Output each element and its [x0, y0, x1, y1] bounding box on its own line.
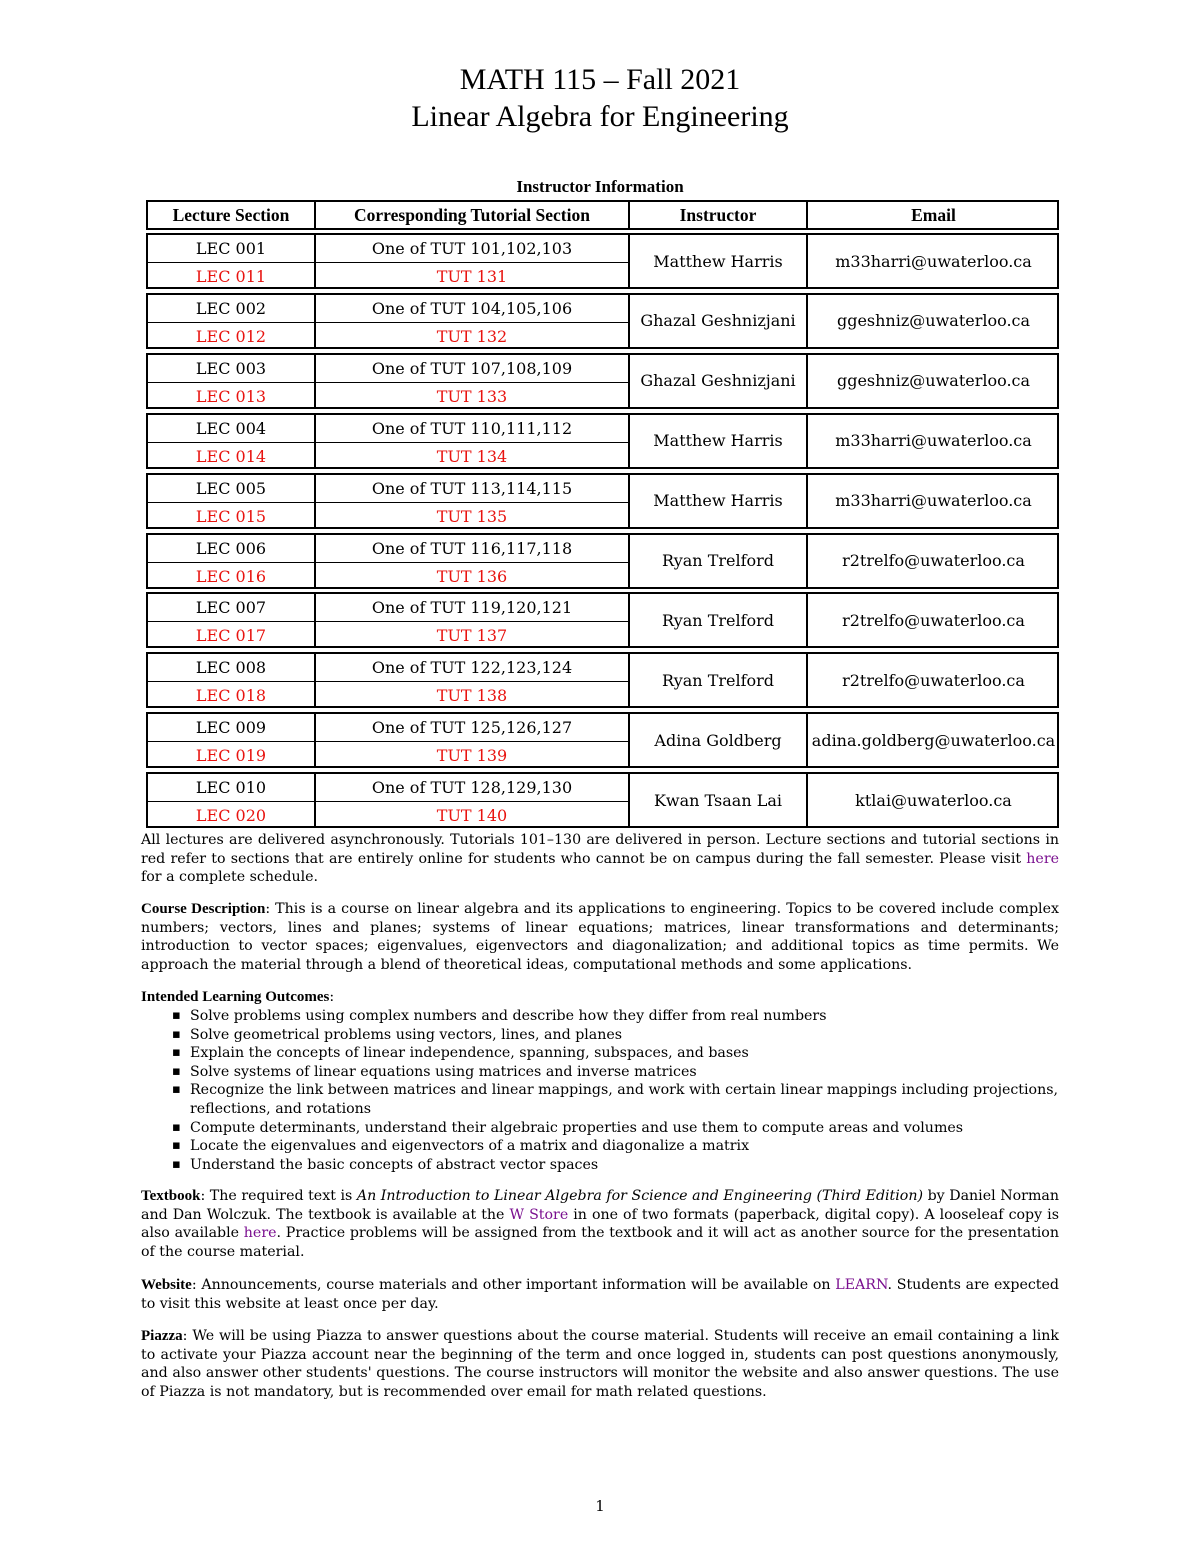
header-tutorial-section: Corresponding Tutorial Section [354, 204, 590, 225]
table-row [146, 712, 1059, 768]
instructor-name: Matthew Harris [653, 251, 783, 271]
online-tutorial-section: TUT 135 [436, 506, 508, 526]
table-row [146, 233, 1059, 289]
lecture-section: LEC 001 [195, 239, 267, 258]
textbook-text: in one of two formats (paperback, digital copy). A looseleaf copy is also available [141, 1206, 1059, 1242]
table-row [146, 473, 1059, 529]
online-lecture-section: LEC 019 [195, 746, 267, 766]
online-lecture-section: LEC 016 [195, 566, 267, 586]
online-lecture-section: LEC 013 [195, 386, 267, 406]
list-item: ▪ Solve systems of linear equations using matrices and inverse matrices [172, 1063, 1062, 1082]
table-row [146, 293, 1059, 349]
instructor-email[interactable]: m33harri@uwaterloo.ca [835, 491, 1032, 511]
instructor-name: Ghazal Geshnizjani [640, 311, 796, 331]
instructor-name: Ryan Trelford [661, 610, 775, 630]
online-tutorial-section: TUT 131 [436, 267, 508, 286]
tutorial-section: One of TUT 116,117,118 [371, 538, 573, 558]
table-row [146, 353, 1059, 409]
online-lecture-section: LEC 015 [195, 506, 267, 526]
course-description [141, 900, 1059, 974]
table-row [146, 772, 1059, 828]
tutorial-section: One of TUT 119,120,121 [371, 598, 573, 618]
textbook-text: : The required text is [200, 1188, 357, 1204]
lecture-section: LEC 007 [195, 598, 267, 618]
online-tutorial-section: TUT 134 [436, 446, 508, 466]
online-lecture-section: LEC 011 [195, 267, 267, 286]
tutorial-section: One of TUT 101,102,103 [371, 239, 573, 258]
list-item: ▪ Solve problems using complex numbers and describe how they differ from real numbers [172, 1007, 1062, 1026]
website-text: . Students are expected to visit this website at least once per day. [141, 1277, 1059, 1312]
instructor-name: Ryan Trelford [661, 670, 775, 690]
instructor-email[interactable]: m33harri@uwaterloo.ca [835, 431, 1032, 451]
table-row [146, 533, 1059, 589]
page-number: 1 [595, 1497, 605, 1515]
list-item: ▪ Solve geometrical problems using vectors, lines, and planes [172, 1026, 1062, 1045]
online-lecture-section: LEC 014 [195, 446, 267, 466]
instructor-name: Matthew Harris [653, 431, 783, 451]
instructor-email[interactable]: ggeshniz@uwaterloo.ca [836, 371, 1031, 391]
lecture-section: LEC 010 [195, 778, 267, 798]
lecture-section: LEC 005 [195, 478, 267, 498]
learning-outcomes-heading [141, 988, 1059, 1007]
tutorial-section: One of TUT 125,126,127 [371, 718, 573, 738]
list-item: ▪ Locate the eigenvalues and eigenvectors of a matrix and diagonalize a matrix [172, 1137, 1062, 1156]
online-lecture-section: LEC 017 [195, 626, 267, 646]
schedule-note [141, 831, 1059, 887]
instructor-email[interactable]: adina.goldberg@uwaterloo.ca [811, 730, 1056, 750]
learning-outcomes-colon: : [329, 989, 335, 1005]
online-tutorial-section: TUT 138 [436, 686, 508, 706]
lecture-section: LEC 006 [195, 538, 267, 558]
lecture-section: LEC 002 [195, 298, 267, 318]
tutorial-section: One of TUT 110,111,112 [371, 418, 573, 438]
schedule-link[interactable]: here [1026, 850, 1059, 867]
list-item: ▪ Compute determinants, understand their algebraic properties and use them to compute areas and volumes [172, 1119, 1062, 1138]
document-title: MATH 115 – Fall 2021 [459, 63, 741, 96]
instructor-name: Matthew Harris [653, 491, 783, 511]
piazza-text: : We will be using Piazza to answer questions about the course material. Students will receive an email containing a link to activate your Piazza account near the beginning of the term and once logged in, students can post questions anonymously, and also answer other students' questions. The course instructors will monitor the website and also answer questions. The use of Piazza is not mandatory, but is recommended over email for math related questions. [141, 1328, 1059, 1400]
table-caption: Instructor Information [516, 177, 684, 196]
table-row [146, 592, 1059, 648]
tutorial-section: One of TUT 107,108,109 [371, 358, 573, 378]
online-lecture-section: LEC 012 [195, 326, 267, 346]
online-tutorial-section: TUT 132 [436, 326, 508, 346]
instructor-email[interactable]: r2trelfo@uwaterloo.ca [842, 670, 1025, 690]
tutorial-section: One of TUT 104,105,106 [371, 298, 573, 318]
document-subtitle: Linear Algebra for Engineering [411, 100, 789, 133]
list-item: ▪ Explain the concepts of linear independence, spanning, subspaces, and bases [172, 1044, 1062, 1063]
tutorial-section: One of TUT 128,129,130 [371, 778, 573, 798]
instructor-email[interactable]: ggeshniz@uwaterloo.ca [836, 311, 1031, 331]
textbook-title: An Introduction to Linear Algebra for Science and Engineering (Third Edition) [356, 1188, 924, 1204]
lecture-section: LEC 008 [195, 658, 267, 678]
header-lecture-section: Lecture Section [172, 204, 290, 225]
course-description-text: : This is a course on linear algebra and its applications to engineering. Topics to be covered include complex numbers; vectors, lines and planes; systems of linear equations; matrices, linear transformations and determinants; introduction to vector spaces; eigenvalues, eigenvectors and diagonalization; and additional topics as time permits. We approach the material through a blend of theoretical ideas, computational methods and some applications. [141, 901, 1059, 973]
lecture-section: LEC 003 [195, 358, 267, 378]
textbook-text: . Practice problems will be assigned from the textbook and it will act as another source for the presentation of the course material. [141, 1225, 1059, 1260]
website-text: : Announcements, course materials and other important information will be available on [191, 1277, 836, 1293]
instructor-email[interactable]: ktlai@uwaterloo.ca [855, 790, 1012, 810]
table-row [146, 413, 1059, 469]
online-tutorial-section: TUT 140 [436, 806, 508, 826]
looseleaf-link[interactable]: here [243, 1225, 277, 1242]
lecture-section: LEC 004 [195, 418, 267, 438]
textbook-label: Textbook [141, 1188, 201, 1204]
instructor-email[interactable]: r2trelfo@uwaterloo.ca [842, 610, 1025, 630]
instructor-name: Ryan Trelford [661, 551, 775, 570]
online-lecture-section: LEC 020 [195, 806, 267, 826]
online-tutorial-section: TUT 136 [436, 566, 508, 586]
list-item: ▪ Recognize the link between matrices and linear mappings, and work with certain linear mappings including projections, reflections, and rotations [172, 1081, 1062, 1118]
textbook-text: by Daniel Norman and Dan Wolczuk. The textbook is available at the [141, 1188, 1059, 1223]
instructor-name: Kwan Tsaan Lai [653, 790, 783, 810]
table-header [146, 200, 1059, 230]
instructor-email[interactable]: m33harri@uwaterloo.ca [835, 251, 1032, 271]
schedule-note-tail: for a complete schedule. [141, 869, 319, 886]
online-tutorial-section: TUT 137 [436, 626, 508, 646]
learn-link[interactable]: LEARN [835, 1277, 888, 1293]
learning-outcomes-list [172, 1007, 1062, 1174]
tutorial-section: One of TUT 113,114,115 [371, 478, 573, 498]
list-item: ▪ Understand the basic concepts of abstract vector spaces [172, 1156, 1062, 1175]
instructor-email[interactable]: r2trelfo@uwaterloo.ca [842, 551, 1025, 570]
instructor-name: Adina Goldberg [654, 730, 782, 750]
instructor-name: Ghazal Geshnizjani [640, 371, 796, 391]
header-instructor: Instructor [679, 204, 757, 225]
website-paragraph [141, 1276, 1059, 1313]
piazza-paragraph [141, 1327, 1059, 1401]
schedule-note-text: All lectures are delivered asynchronously. Tutorials 101–130 are delivered in person. Lecture sections and tutorial sections in red refer to sections that are entirely online for students who cannot be on campus during the fall semester. Please visit [141, 832, 1059, 867]
online-tutorial-section: TUT 139 [436, 746, 508, 766]
tutorial-section: One of TUT 122,123,124 [371, 658, 573, 678]
course-description-label: Course Description [141, 901, 266, 917]
piazza-label: Piazza [141, 1328, 183, 1344]
learning-outcomes-label: Intended Learning Outcomes [141, 989, 330, 1005]
header-email: Email [911, 204, 956, 225]
online-tutorial-section: TUT 133 [436, 386, 508, 406]
lecture-section: LEC 009 [195, 718, 267, 738]
w-store-link[interactable]: W Store [509, 1206, 569, 1223]
website-label: Website [141, 1277, 192, 1293]
online-lecture-section: LEC 018 [195, 686, 267, 706]
table-row [146, 652, 1059, 708]
textbook-paragraph [141, 1187, 1059, 1261]
